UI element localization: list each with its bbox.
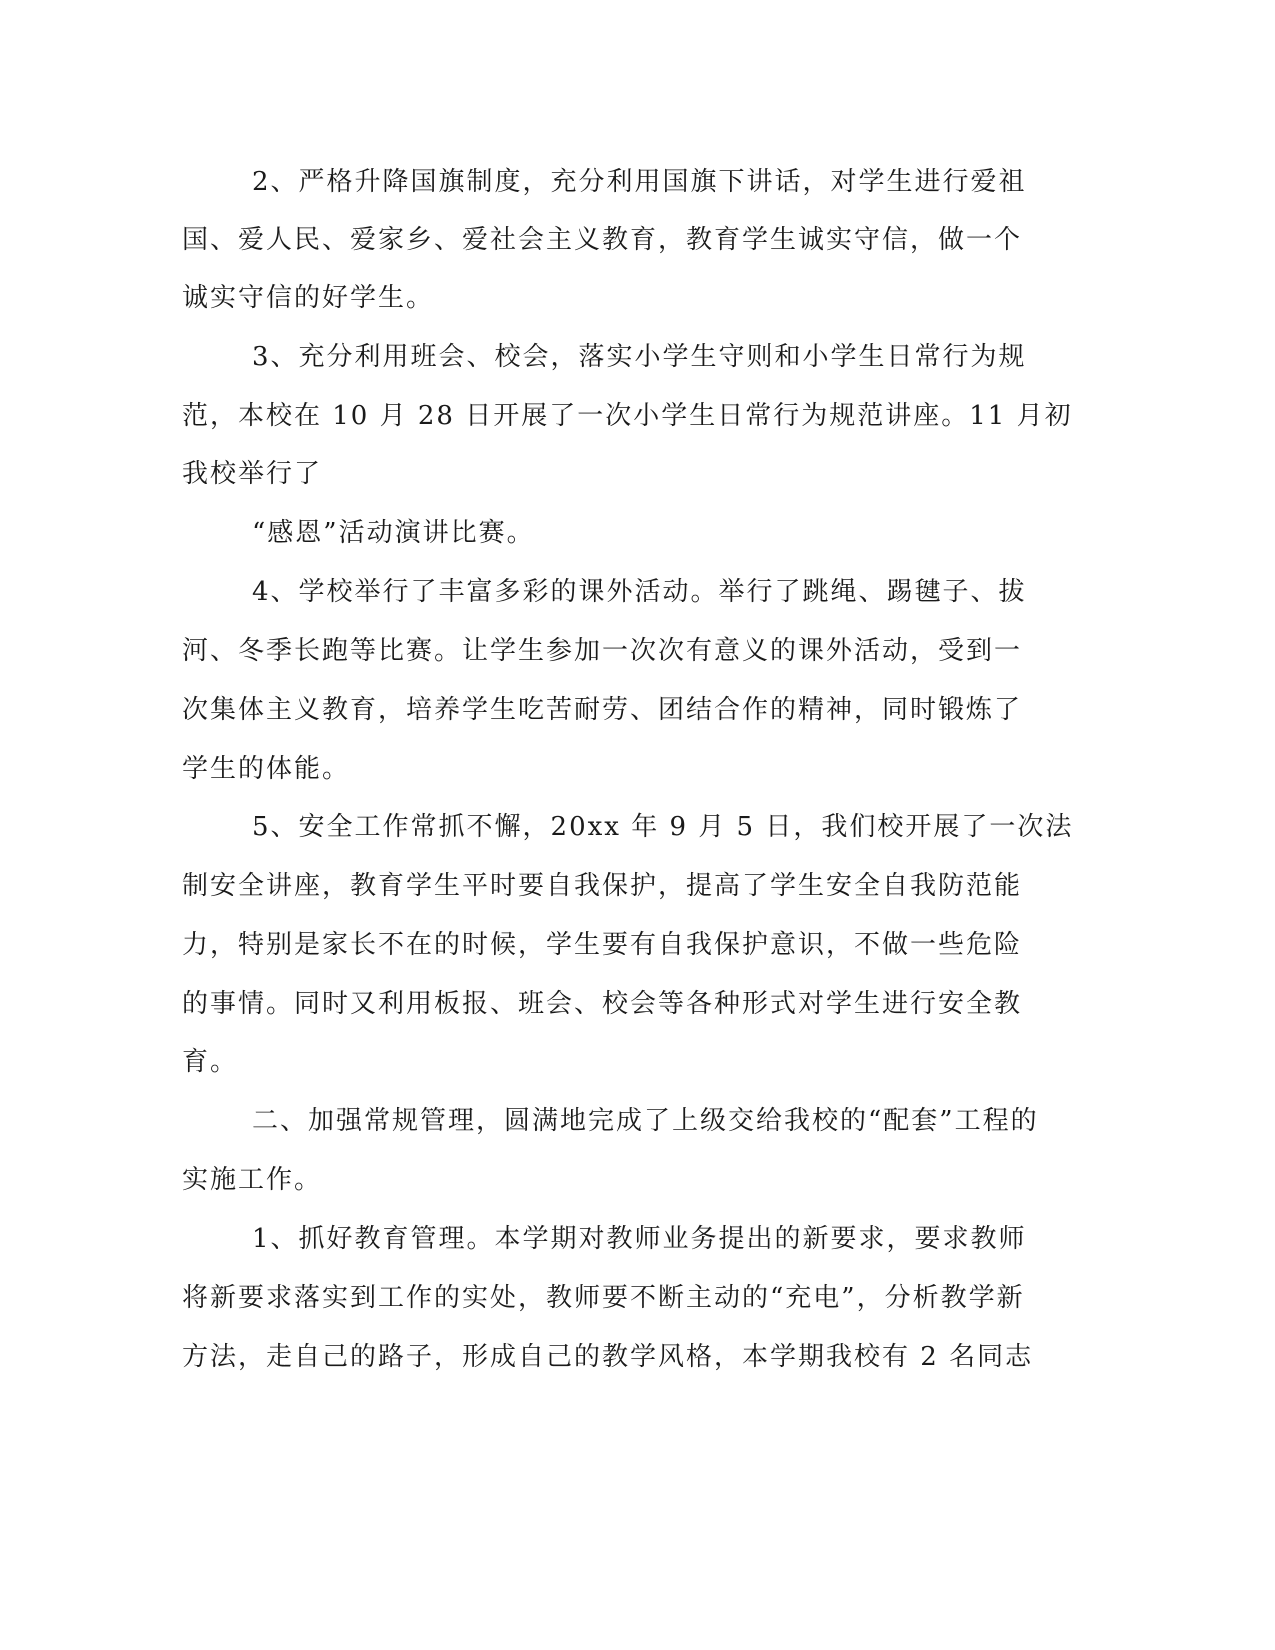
text-line: 育。 xyxy=(182,1047,239,1077)
text-line: 范，本校在 10 月 28 日开展了一次小学生日常行为规范讲座。11 月初 xyxy=(182,401,1073,431)
text-line: 河、冬季长跑等比赛。让学生参加一次次有意义的课外活动，受到一 xyxy=(182,636,1023,666)
text-line: 3、充分利用班会、校会，落实小学生守则和小学生日常行为规 xyxy=(252,342,1027,372)
text-line: 实施工作。 xyxy=(182,1165,323,1195)
text-line: 学生的体能。 xyxy=(182,754,351,784)
text-line: 将新要求落实到工作的实处，教师要不断主动的“充电”，分析教学新 xyxy=(182,1283,1025,1313)
text-line: 我校举行了 xyxy=(182,459,323,489)
text-line: 2、严格升降国旗制度，充分利用国旗下讲话，对学生进行爱祖 xyxy=(252,167,1027,197)
text-line: 次集体主义教育，培养学生吃苦耐劳、团结合作的精神，同时锻炼了 xyxy=(182,695,1023,725)
text-line: 5、安全工作常抓不懈，20xx 年 9 月 5 日，我们校开展了一次法 xyxy=(252,812,1074,842)
text-line: 4、学校举行了丰富多彩的课外活动。举行了跳绳、踢毽子、拔 xyxy=(252,577,1027,607)
text-line: 力，特别是家长不在的时候，学生要有自我保护意识，不做一些危险 xyxy=(182,930,1023,960)
text-line: 国、爱人民、爱家乡、爱社会主义教育，教育学生诚实守信，做一个 xyxy=(182,225,1023,255)
text-line: 制安全讲座，教育学生平时要自我保护，提高了学生安全自我防范能 xyxy=(182,871,1023,901)
text-line: 诚实守信的好学生。 xyxy=(182,283,435,313)
text-line: 的事情。同时又利用板报、班会、校会等各种形式对学生进行安全教 xyxy=(182,989,1023,1019)
text-line: 二、加强常规管理，圆满地完成了上级交给我校的“配套”工程的 xyxy=(252,1106,1039,1136)
text-line: 1、抓好教育管理。本学期对教师业务提出的新要求，要求教师 xyxy=(252,1224,1027,1254)
text-line: 方法，走自己的路子，形成自己的教学风格，本学期我校有 2 名同志 xyxy=(182,1342,1034,1372)
text-line: “感恩”活动演讲比赛。 xyxy=(252,518,535,548)
